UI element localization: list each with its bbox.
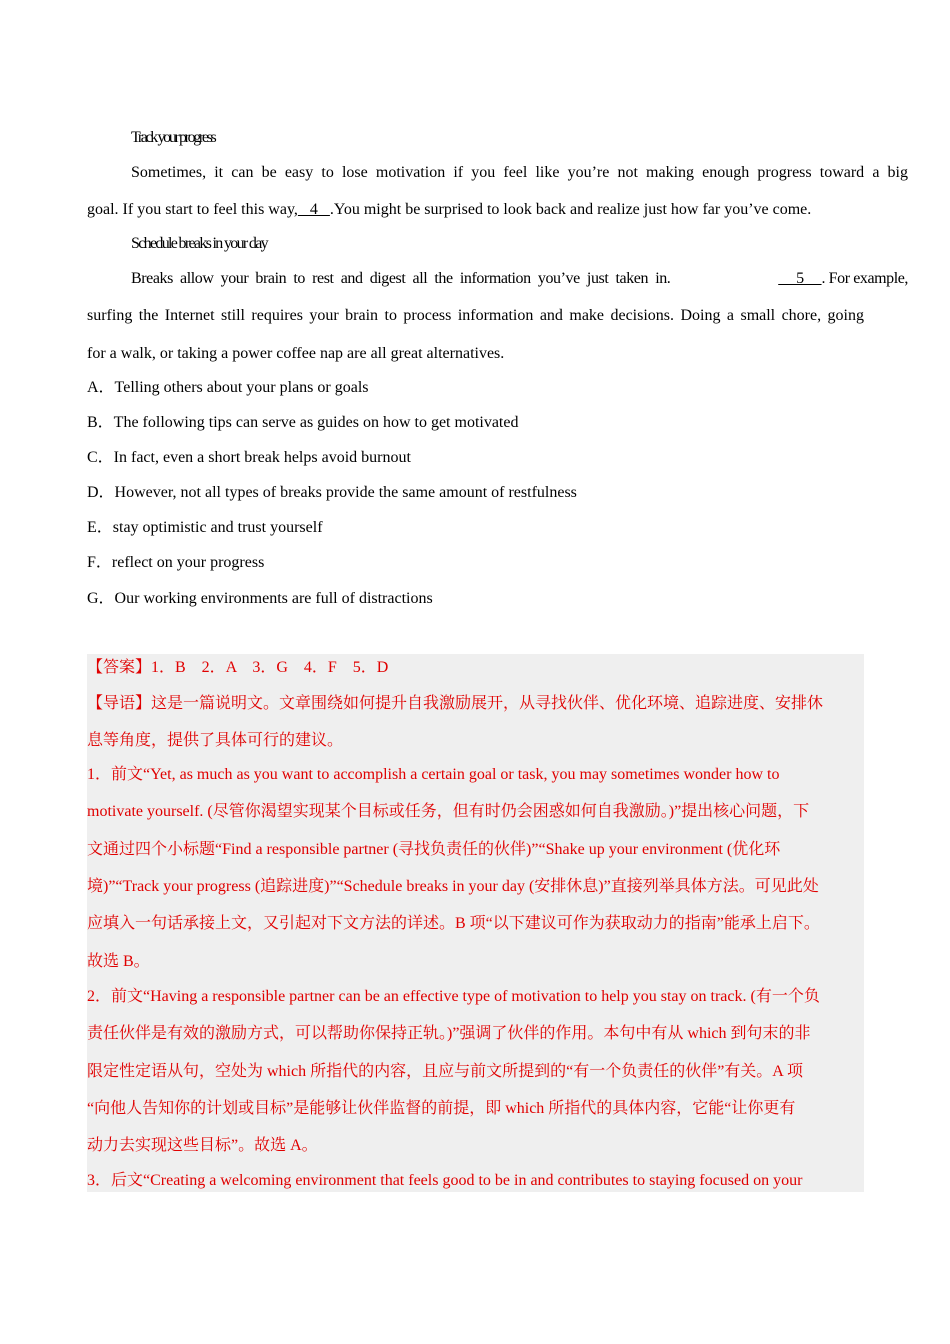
- q1-explanation-line-5: 应填入一句话承接上文，又引起对下文方法的详述。B 项“以下建议可作为获取动力的指南”能承上启下。: [87, 915, 820, 932]
- q1-explanation-line-6: 故选 B。: [87, 953, 150, 970]
- q2-explanation-line-3: 限定性定语从句，空处为 which 所指代的内容，且应与前文所提到的“有一个负责任的伙伴”有关。A 项: [87, 1063, 803, 1080]
- heading-schedule-breaks: Schedule breaks in your day: [131, 235, 267, 252]
- paragraph-text: .You might be surprised to look back and realize just how far you’ve come.: [329, 201, 812, 218]
- option-c: C．In fact, even a short break helps avoid burnout: [87, 449, 411, 466]
- answer-explanation-box: [87, 654, 864, 1192]
- paragraph-track-line-1: Sometimes, it can be easy to lose motivation if you feel like you’re not making enough progress toward a big: [131, 164, 908, 181]
- q3-explanation-line-1: 3．后文“Creating a welcoming environment that feels good to be in and contributes to staying focused on your: [87, 1172, 803, 1189]
- q1-explanation-line-3: 文通过四个小标题“Find a responsible partner (寻找负责任的伙伴)”“Shake up your environment (优化环: [87, 841, 781, 858]
- blank-4: 4: [297, 201, 330, 218]
- q2-explanation-line-2: 责任伙伴是有效的激励方式，可以帮助你保持正轨。)”强调了伙伴的作用。本句中有从 which 到句末的非: [87, 1025, 811, 1042]
- option-d: D．However, not all types of breaks provide the same amount of restfulness: [87, 484, 577, 501]
- answer-key: 【答案】1．B 2．A 3．G 4．F 5．D: [87, 659, 389, 676]
- option-e: E．stay optimistic and trust yourself: [87, 519, 323, 536]
- paragraph-breaks-line-2: surfing the Internet still requires your brain to process information and make decisions. Doing a small chore, going: [87, 307, 864, 324]
- option-g: G．Our working environments are full of distractions: [87, 590, 433, 607]
- q1-explanation-line-2: motivate yourself. (尽管你渴望实现某个目标或任务，但有时仍会困惑如何自我激励。)”提出核心问题，下: [87, 803, 810, 820]
- q1-explanation-line-1: 1．前文“Yet, as much as you want to accomplish a certain goal or task, you may sometimes wonder how to: [87, 766, 780, 783]
- q2-explanation-line-1: 2．前文“Having a responsible partner can be an effective type of motivation to help you stay on track. (有一个负: [87, 988, 820, 1005]
- blank-5: 5: [778, 270, 822, 287]
- q2-explanation-line-5: 动力去实现这些目标”。故选 A。: [87, 1137, 318, 1154]
- paragraph-text: . For example,: [821, 270, 908, 287]
- paragraph-text: goal. If you start to feel this way,: [87, 201, 298, 218]
- heading-track-progress: Track your progress: [131, 129, 215, 146]
- q2-explanation-line-4: “向他人告知你的计划或目标”是能够让伙伴监督的前提，即 which 所指代的具体内容，它能“让你更有: [87, 1100, 796, 1117]
- paragraph-text: Breaks allow your brain to rest and digest all the information you’ve just taken in.: [131, 270, 671, 287]
- intro-line-2: 息等角度，提供了具体可行的建议。: [87, 732, 344, 749]
- option-f: F．reflect on your progress: [87, 554, 265, 571]
- paragraph-breaks-line-3: for a walk, or taking a power coffee nap are all great alternatives.: [87, 345, 505, 362]
- option-a: A．Telling others about your plans or goals: [87, 379, 369, 396]
- option-b: B．The following tips can serve as guides on how to get motivated: [87, 414, 519, 431]
- q1-explanation-line-4: 境)”“Track your progress (追踪进度)”“Schedule breaks in your day (安排休息)”直接列举具体方法。可见此处: [87, 878, 819, 895]
- paragraph-breaks-line-1: [87, 269, 908, 289]
- intro-line-1: 【导语】这是一篇说明文。文章围绕如何提升自我激励展开，从寻找伙伴、优化环境、追踪进度、安排休: [87, 695, 824, 712]
- paragraph-track-line-2: [87, 200, 864, 220]
